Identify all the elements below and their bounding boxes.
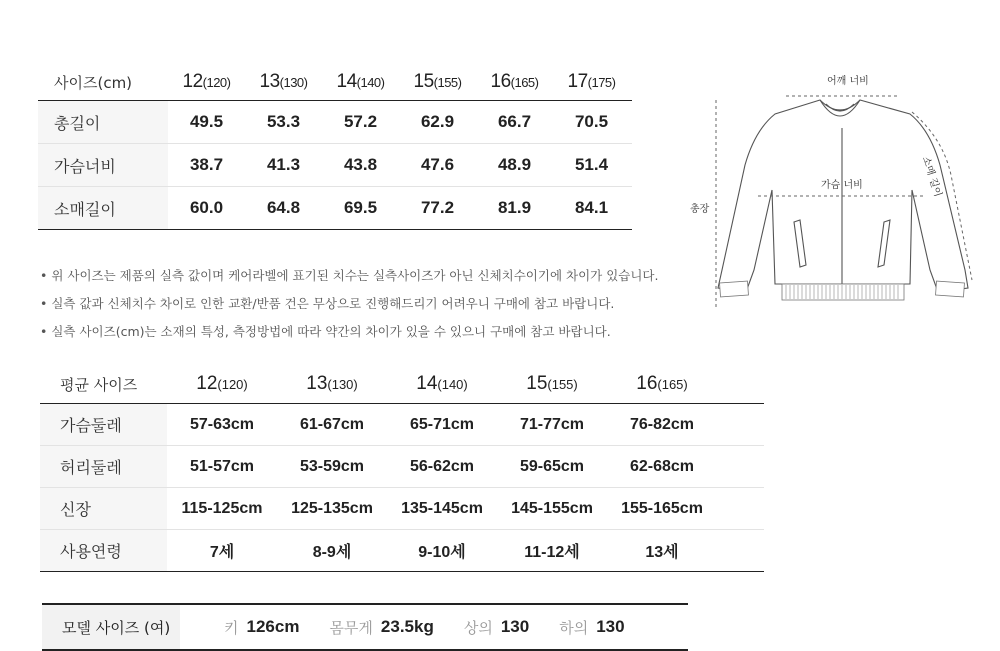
size-col-13: 13(130) <box>259 71 308 92</box>
cell: 59-65cm <box>519 457 585 475</box>
cell: 64.8 <box>266 198 301 217</box>
cell: 56-62cm <box>409 457 475 475</box>
cell: 84.1 <box>574 198 609 217</box>
cell: 115-125cm <box>181 499 263 517</box>
model-top-key: 상의 <box>463 618 493 637</box>
size-table <box>38 64 632 230</box>
avg-row-age <box>40 530 764 572</box>
model-weight <box>329 617 433 638</box>
average-table-header-label: 평균 사이즈 <box>60 375 138 394</box>
size-col-16: 16(165) <box>490 71 539 92</box>
cell: 38.7 <box>189 155 224 174</box>
size-table-header-label: 사이즈(cm) <box>54 73 133 92</box>
model-bottom-value: 130 <box>596 617 625 636</box>
avg-row-waist <box>40 446 764 488</box>
cell: 76-82cm <box>629 415 695 433</box>
jacket-diagram <box>690 70 980 320</box>
cell: 57-63cm <box>189 415 255 433</box>
cell: 49.5 <box>189 112 224 131</box>
model-top <box>464 617 529 638</box>
cell: 62.9 <box>420 112 455 131</box>
cell: 62-68cm <box>629 457 695 475</box>
note-item: • 위 사이즈는 제품의 실측 값이며 케어라벨에 표기된 치수는 실측사이즈가 아닌 신체치수이기에 차이가 있습니다. <box>40 268 659 283</box>
cell: 71-77cm <box>519 415 585 433</box>
row-label: 총길이 <box>38 101 168 143</box>
size-row-sleeve-length <box>38 187 632 230</box>
cell: 48.9 <box>497 155 532 174</box>
size-notes <box>40 262 658 346</box>
avg-col-12: 12(120) <box>196 373 248 394</box>
row-label: 허리둘레 <box>40 446 167 487</box>
model-top-value: 130 <box>500 617 530 636</box>
sleeve-length-label: 소매 길이 <box>919 155 944 199</box>
cell: 135-145cm <box>401 499 483 517</box>
cell: 57.2 <box>343 112 378 131</box>
shoulder-width-label: 어깨 너비 <box>827 76 869 87</box>
model-size-label: 모델 사이즈 (여) <box>42 605 180 649</box>
size-col-15: 15(155) <box>413 71 462 92</box>
total-length-label: 총장 <box>690 204 710 215</box>
cell: 43.8 <box>343 155 378 174</box>
row-label: 가슴둘레 <box>40 404 167 445</box>
avg-row-chest <box>40 404 764 446</box>
row-label: 사용연령 <box>40 530 167 571</box>
cell: 51-57cm <box>189 457 255 475</box>
avg-row-height <box>40 488 764 530</box>
cell: 51.4 <box>574 155 609 174</box>
row-label: 가슴너비 <box>38 144 168 186</box>
average-table-header <box>40 365 764 404</box>
chest-width-label: 가슴 너비 <box>821 180 863 191</box>
size-row-chest-width <box>38 144 632 187</box>
model-weight-key: 몸무게 <box>329 618 373 637</box>
cell: 41.3 <box>266 155 301 174</box>
cell: 69.5 <box>343 198 378 217</box>
avg-col-16: 16(165) <box>636 373 688 394</box>
size-col-12: 12(120) <box>182 71 231 92</box>
model-weight-value: 23.5kg <box>380 617 434 636</box>
row-label: 소매길이 <box>38 187 168 229</box>
model-height-key: 키 <box>224 618 239 637</box>
model-bottom <box>559 617 624 638</box>
cell: 60.0 <box>189 198 224 217</box>
average-size-table <box>40 365 764 572</box>
cell: 77.2 <box>420 198 455 217</box>
avg-col-14: 14(140) <box>416 373 468 394</box>
row-label: 신장 <box>40 488 167 529</box>
cell: 53-59cm <box>299 457 365 475</box>
size-row-total-length <box>38 101 632 144</box>
size-col-14: 14(140) <box>336 71 385 92</box>
model-size-bar <box>42 603 688 651</box>
cell: 61-67cm <box>299 415 365 433</box>
cell: 53.3 <box>266 112 301 131</box>
note-item: • 실측 사이즈(cm)는 소재의 특성, 측정방법에 따라 약간의 차이가 있을 수 있으니 구매에 참고 바랍니다. <box>40 324 611 339</box>
cell: 66.7 <box>497 112 532 131</box>
cell: 155-165cm <box>621 499 703 517</box>
cell: 65-71cm <box>409 415 475 433</box>
cell: 11-12세 <box>524 544 580 561</box>
model-height <box>224 617 299 638</box>
cell: 70.5 <box>574 112 609 131</box>
avg-col-13: 13(130) <box>306 373 358 394</box>
cell: 125-135cm <box>291 499 373 517</box>
size-table-header <box>38 64 632 101</box>
model-bottom-key: 하의 <box>559 618 589 637</box>
cell: 81.9 <box>497 198 532 217</box>
cell: 9-10세 <box>418 544 466 561</box>
avg-col-15: 15(155) <box>526 373 578 394</box>
cell: 145-155cm <box>511 499 593 517</box>
cell: 47.6 <box>420 155 455 174</box>
cell: 8-9세 <box>312 544 352 561</box>
cell: 7세 <box>209 544 235 561</box>
size-col-17: 17(175) <box>567 71 616 92</box>
note-item: • 실측 값과 신체치수 차이로 인한 교환/반품 건은 무상으로 진행해드리기 어려우니 구매에 참고 바랍니다. <box>40 296 615 311</box>
model-height-value: 126cm <box>246 617 300 636</box>
cell: 13세 <box>645 544 679 561</box>
